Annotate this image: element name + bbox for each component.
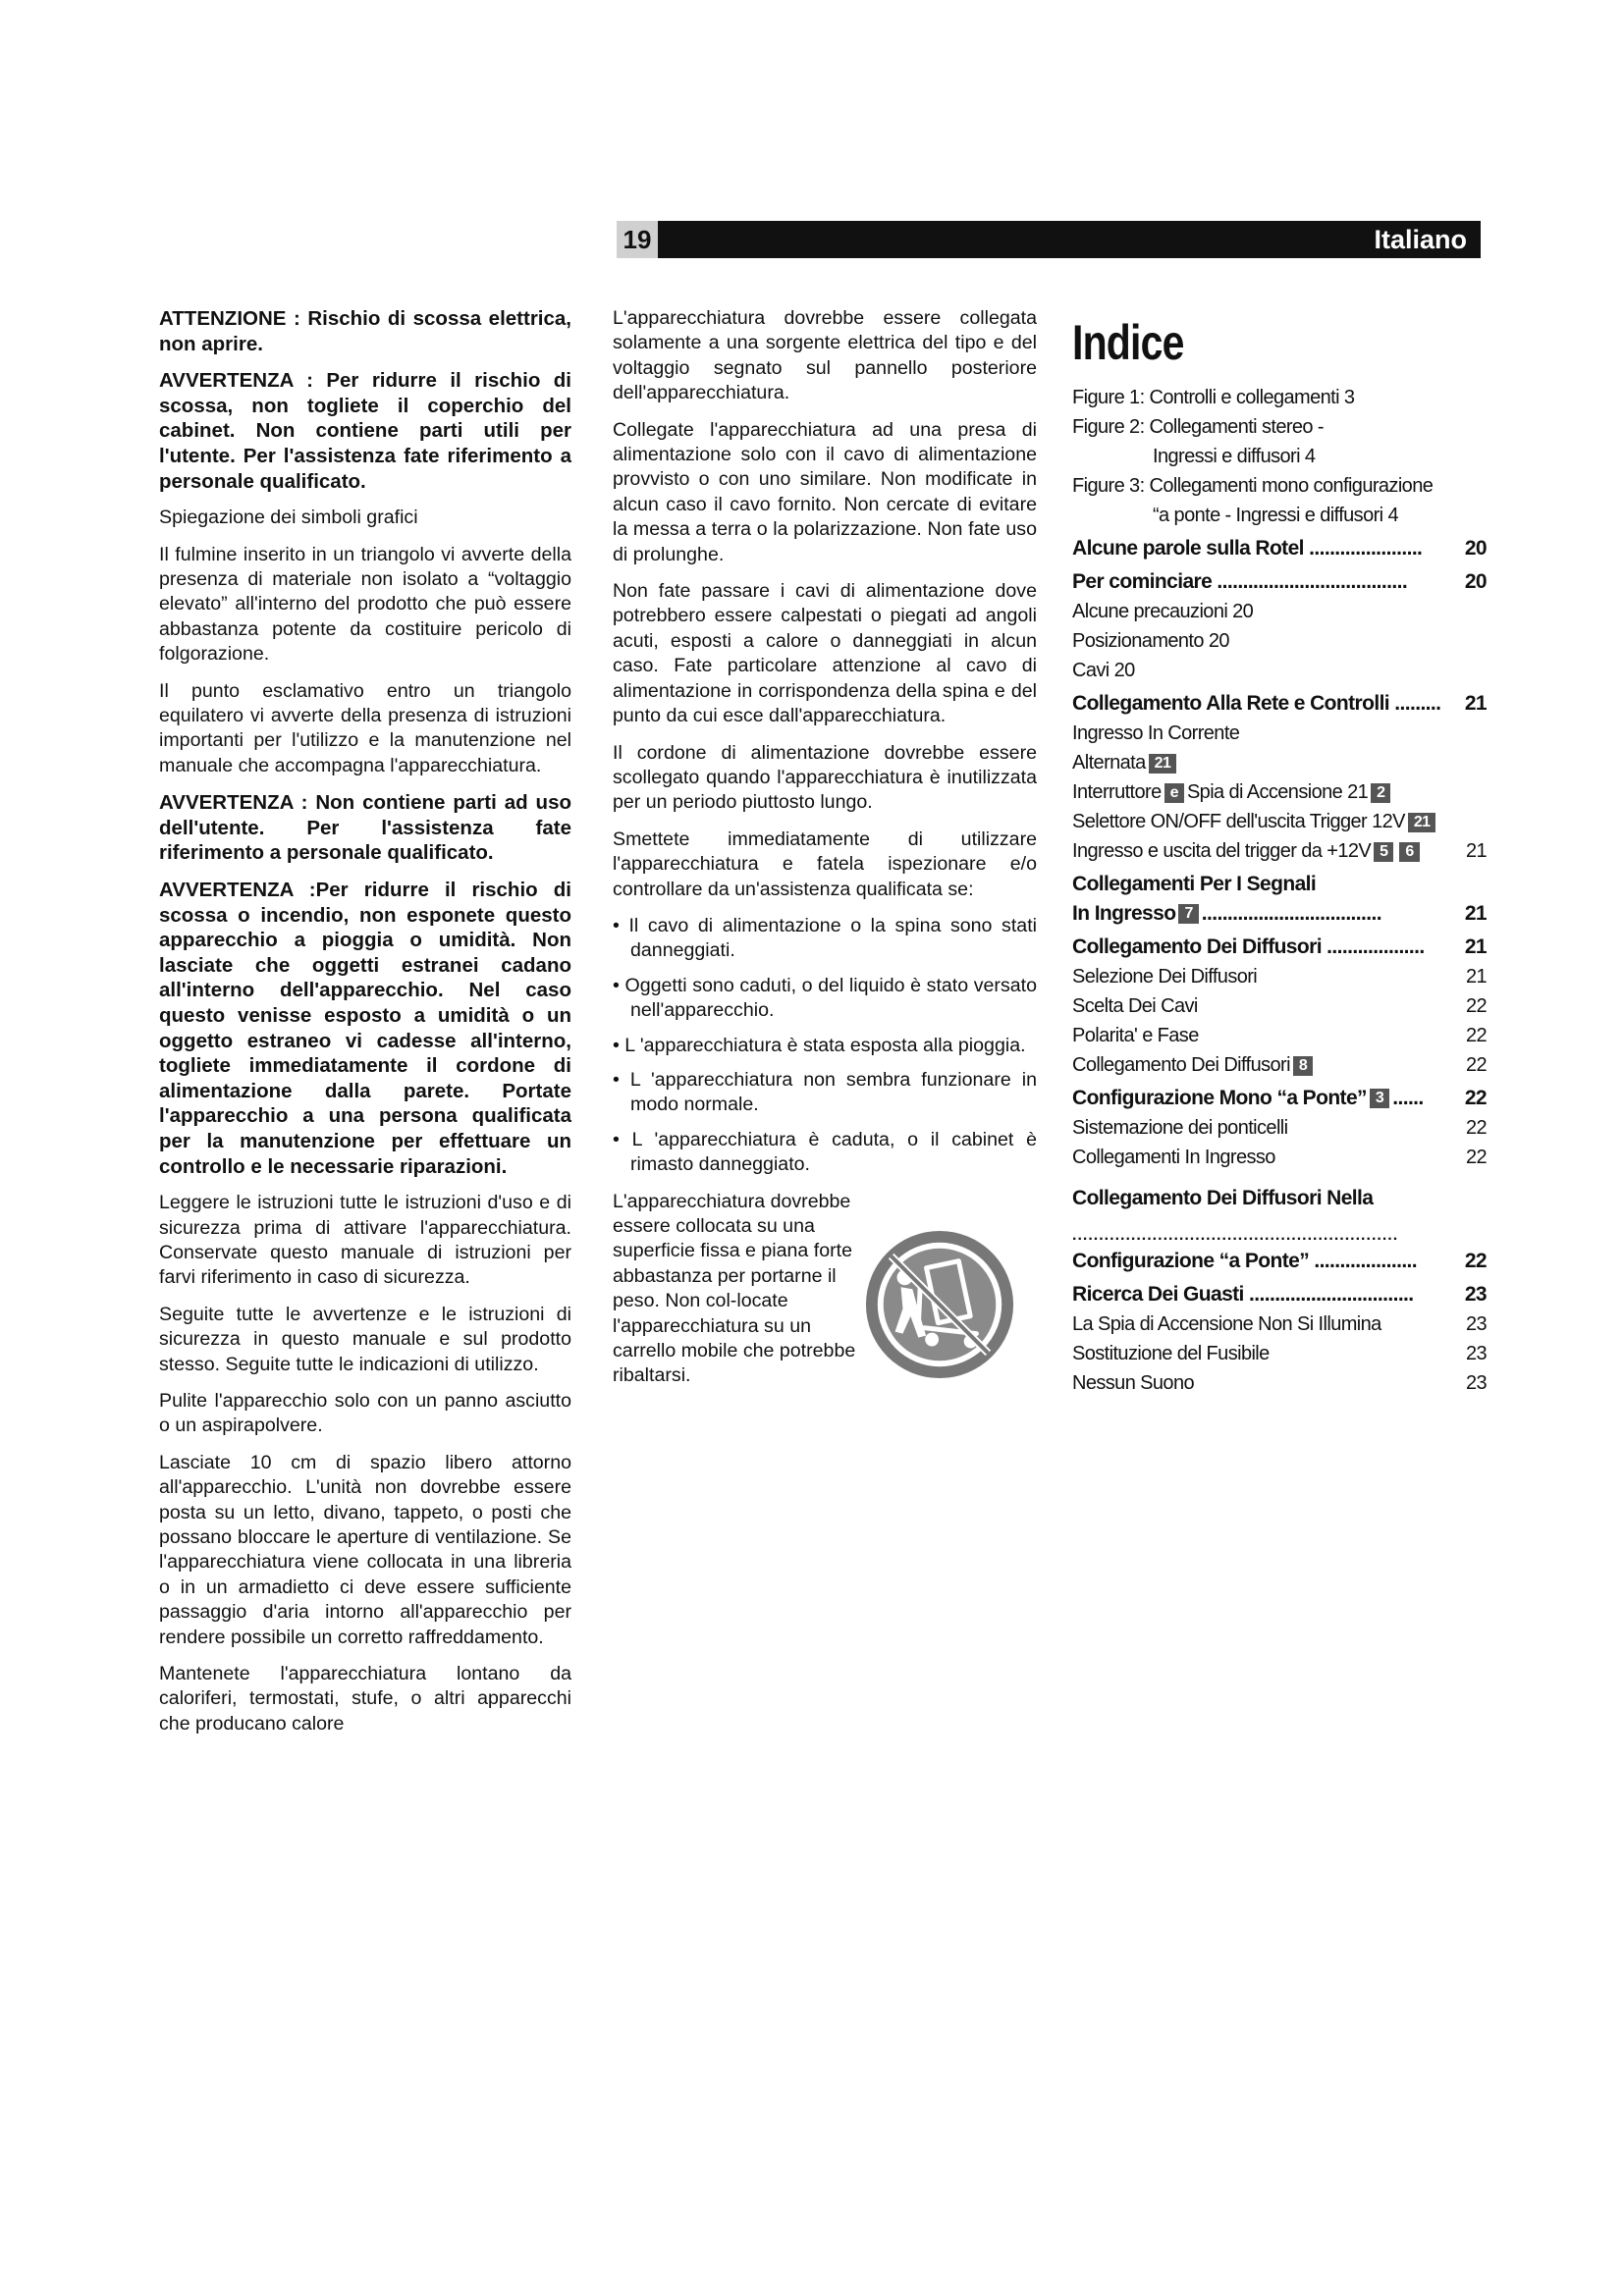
toc-trigger-io[interactable] xyxy=(1072,836,1487,866)
toc-speaker-selection[interactable] xyxy=(1072,962,1487,991)
toc-section-bridge-speakers[interactable]: Collegamento Dei Diffusori Nella xyxy=(1072,1187,1374,1209)
toc-label: Per cominciare ..................................... xyxy=(1072,570,1408,593)
damage-list xyxy=(613,914,1037,1178)
toc-cable-choice[interactable] xyxy=(1072,991,1487,1021)
toc-speaker-connection[interactable] xyxy=(1072,1050,1487,1080)
ventilation-note: Lasciate 10 cm di spazio libero attorno all'apparecchio. L'unità non dovrebbe essere posta su un letto, divano, tappeto, o posti che possano bloccare le aperture di ventilazione. Se l'apparecchiatura viene collocata in una libreria o in un armadietto ci deve essere sufficiente passaggio d'aria intorno all'apparecchio per rendere possibile un corretto raffreddamento. xyxy=(159,1451,571,1648)
toc-label: Collegamento Dei Diffusori xyxy=(1072,1054,1290,1076)
toc-figure-3[interactable]: Figure 3: Collegamenti mono configurazione xyxy=(1072,475,1434,497)
toc-label: Collegamento Dei Diffusori ................... xyxy=(1072,935,1425,958)
toc-section-bridge[interactable] xyxy=(1072,1084,1487,1113)
toc-jumpers[interactable] xyxy=(1072,1113,1487,1143)
cable-routing-note: Non fate passare i cavi di alimentazione dove potrebbero essere calpestati o piegati ad angoli acuti, esposti a calore o danneggiati in alcun caso. Fate particolare attenzione al cavo di alimentazione in corrispondenza della spina e del punto da cui esce dall'apparecchiatura. xyxy=(613,580,1037,727)
toc-page: 21 xyxy=(1464,935,1487,958)
figure-ref-badge: 5 xyxy=(1374,842,1393,862)
figure-ref-badge: 7 xyxy=(1178,904,1198,924)
toc-page: 21 xyxy=(1464,902,1487,925)
toc-section-troubleshooting[interactable] xyxy=(1072,1280,1487,1309)
toc-page: 22 xyxy=(1465,1147,1487,1168)
toc-section-start[interactable] xyxy=(1072,567,1487,597)
warning-cover: AVVERTENZA : Per ridurre il rischio di scossa, non togliete il coperchio del cabinet. Non contiene parti utili per l'utente. Per l'assistenza fate riferimento a personale qualificato. xyxy=(159,369,571,493)
index-column xyxy=(1072,306,1487,1398)
figure-ref-badge: 21 xyxy=(1408,813,1436,832)
toc-cables[interactable]: Cavi 20 xyxy=(1072,660,1135,681)
toc-polarity[interactable] xyxy=(1072,1021,1487,1050)
toc-label: Alternata xyxy=(1072,752,1146,774)
toc-label: In Ingresso xyxy=(1072,902,1176,925)
figure-ref-badge: 3 xyxy=(1370,1089,1389,1108)
power-cord-note: Collegate l'apparecchiatura ad una presa di alimentazione solo con il cavo di alimentazione provvisto o con uno similare. Non modificate in alcun caso il cavo fornito. Non cercate di evitare la messa a terra o la polarizzazione. Non fate uso di prolunghe. xyxy=(613,418,1037,565)
power-source-note: L'apparecchiatura dovrebbe essere collegata solamente a una sorgente elettrica del tipo e del voltaggio segnato sul pannello posteriore dell'apparecchiatura. xyxy=(613,307,1037,404)
toc-label: Collegamenti In Ingresso xyxy=(1072,1147,1275,1168)
page-header xyxy=(617,221,1481,258)
toc-page: 22 xyxy=(1465,995,1487,1017)
safety-column-left xyxy=(159,306,571,1748)
toc-ac-input-cont[interactable] xyxy=(1072,748,1487,777)
unplug-note: Il cordone di alimentazione dovrebbe essere scollegato quando l'apparecchiatura è inutilizzata per un periodo piuttosto lungo. xyxy=(613,741,1037,814)
toc-section-signals[interactable]: Collegamenti Per I Segnali xyxy=(1072,873,1317,895)
toc-power-switch[interactable] xyxy=(1072,777,1487,807)
toc-page: 21 xyxy=(1465,840,1487,862)
toc-page: 23 xyxy=(1464,1283,1487,1306)
toc-label: Spia di Accensione 21 xyxy=(1186,781,1369,803)
toc-positioning[interactable]: Posizionamento 20 xyxy=(1072,630,1229,652)
page-number: 19 xyxy=(617,221,658,258)
exclamation-explanation: Il punto esclamativo entro un triangolo equilatero vi avverte della presenza di istruzioni importanti per l'utilizzo e la manutenzione nel manuale che accompagna l'apparecchiatura. xyxy=(159,679,571,776)
toc-page: 21 xyxy=(1464,692,1487,715)
toc-page: 20 xyxy=(1464,570,1487,593)
placement-block xyxy=(613,1190,1037,1389)
cart-warning-icon xyxy=(862,1227,1017,1382)
toc-page: 22 xyxy=(1464,1087,1487,1109)
toc-figure-2-cont[interactable]: Ingressi e diffusori 4 xyxy=(1153,446,1316,467)
toc-page: 23 xyxy=(1465,1313,1487,1335)
placement-note: L'apparecchiatura dovrebbe essere collocata su una superficie fissa e piana forte abbastanza per portarne il peso. Non col-locate l'apparecchiatura su un carrello mobile che potrebbe ribaltarsi. xyxy=(613,1190,856,1387)
warning-shock: ATTENZIONE : Rischio di scossa elettrica, non aprire. xyxy=(159,307,571,355)
toc-precautions[interactable]: Alcune precauzioni 20 xyxy=(1072,601,1254,622)
toc-page: 23 xyxy=(1465,1372,1487,1394)
list-item: • L 'apparecchiatura non sembra funzionare in modo normale. xyxy=(613,1068,1037,1116)
figure-ref-badge: 8 xyxy=(1293,1056,1313,1076)
follow-warnings: Seguite tutte le avvertenze e le istruzioni di sicurezza in questo manuale e sul prodotto stesso. Seguite tutte le indicazioni di utilizzo. xyxy=(159,1303,571,1375)
list-item: • Il cavo di alimentazione o la spina sono stati danneggiati. xyxy=(613,914,1037,962)
toc-dots-line: ............................................................. xyxy=(1072,1227,1399,1244)
figure-ref-badge: 21 xyxy=(1149,754,1177,774)
toc-label: Configurazione “a Ponte” .................... xyxy=(1072,1250,1418,1272)
symbols-heading: Spiegazione dei simboli grafici xyxy=(159,507,418,529)
toc-input-connections[interactable] xyxy=(1072,1143,1487,1172)
toc-figure-3-cont[interactable]: “a ponte - Ingressi e diffusori 4 xyxy=(1153,505,1398,526)
toc-section-signals-cont[interactable] xyxy=(1072,899,1487,929)
toc-label: Sostituzione del Fusibile xyxy=(1072,1343,1270,1364)
list-item: • Oggetti sono caduti, o del liquido è stato versato nell'apparecchio. xyxy=(613,974,1037,1022)
toc-no-sound[interactable] xyxy=(1072,1368,1487,1398)
warning-fire-moisture: AVVERTENZA :Per ridurre il rischio di scossa o incendio, non esponete questo apparecchio a pioggia o umidità. Non lasciate che oggetti estranei cadano all'interno dell'apparecchio. Nel caso questo venisse esposto a umidità o un oggetto estraneo vi cadesse all'interno, togliete immediatamente il cordone di alimentazione dalla parete. Portate l'apparecchio a una persona qualificata per la manutenzione per effettuare un controllo e le necessarie riparazioni. xyxy=(159,879,571,1178)
toc-page: 21 xyxy=(1465,966,1487,988)
figure-ref-badge: 2 xyxy=(1371,783,1390,803)
safety-column-middle xyxy=(613,306,1037,1389)
toc-dots: ...... xyxy=(1392,1087,1424,1109)
toc-page: 22 xyxy=(1465,1117,1487,1139)
toc-label: Selettore ON/OFF dell'uscita Trigger 12V xyxy=(1072,811,1405,832)
toc-section-rotel[interactable] xyxy=(1072,534,1487,563)
language-label: Italiano xyxy=(1374,225,1467,254)
stop-using-note: Smettete immediatamente di utilizzare l'apparecchiatura e fatela ispezionare e/o controllare da un'assistenza qualificata se: xyxy=(613,828,1037,900)
cleaning-note: Pulite l'apparecchio solo con un panno asciutto o un aspirapolvere. xyxy=(159,1389,571,1437)
toc-label: Ingresso e uscita del trigger da +12V xyxy=(1072,840,1372,862)
toc-label: Alcune parole sulla Rotel ...................... xyxy=(1072,537,1423,560)
lightning-explanation: Il fulmine inserito in un triangolo vi avverte della presenza di materiale non isolato a “voltaggio elevato” all'interno del prodotto che può essere abbastanza potente da costituire pericolo di folgorazione. xyxy=(159,543,571,666)
list-item: • L 'apparecchiatura è caduta, o il cabinet è rimasto danneggiato. xyxy=(613,1128,1037,1176)
list-item: • L 'apparecchiatura è stata esposta alla pioggia. xyxy=(613,1034,1026,1056)
toc-label: Scelta Dei Cavi xyxy=(1072,995,1198,1017)
index-title: Indice xyxy=(1072,315,1184,370)
toc-dots: ................................... xyxy=(1201,902,1381,925)
toc-fuse[interactable] xyxy=(1072,1339,1487,1368)
toc-trigger-selector[interactable] xyxy=(1072,807,1487,836)
toc-label: Sistemazione dei ponticelli xyxy=(1072,1117,1288,1139)
toc-figure-2[interactable]: Figure 2: Collegamenti stereo - xyxy=(1072,416,1324,438)
figure-ref-badge: 6 xyxy=(1399,842,1419,862)
toc-label: Ricerca Dei Guasti ................................ xyxy=(1072,1283,1414,1306)
toc-page: 20 xyxy=(1464,537,1487,560)
toc-ac-input[interactable]: Ingresso In Corrente xyxy=(1072,722,1240,744)
toc-label: Interruttore xyxy=(1072,781,1162,803)
figure-ref-badge: e xyxy=(1164,783,1184,803)
read-instructions: Leggere le istruzioni tutte le istruzioni d'uso e di sicurezza prima di attivare l'apparecchiatura. Conservate questo manuale di istruzioni per farvi riferimento in caso di sicurezza. xyxy=(159,1192,571,1289)
toc-power-light[interactable] xyxy=(1072,1309,1487,1339)
toc-section-speakers[interactable] xyxy=(1072,933,1487,962)
toc-label: Polarita' e Fase xyxy=(1072,1025,1199,1046)
toc-page: 22 xyxy=(1465,1054,1487,1076)
toc-gap xyxy=(1072,1213,1487,1225)
toc-page: 22 xyxy=(1465,1025,1487,1046)
toc-label: Collegamento Alla Rete e Controlli ......... xyxy=(1072,692,1441,715)
toc-label: La Spia di Accensione Non Si Illumina xyxy=(1072,1313,1381,1335)
toc-section-mains[interactable] xyxy=(1072,689,1487,719)
toc-page: 22 xyxy=(1464,1250,1487,1272)
warning-no-user-parts: AVVERTENZA : Non contiene parti ad uso dell'utente. Per l'assistenza fate riferimento a personale qualificato. xyxy=(159,791,571,865)
toc-label: Selezione Dei Diffusori xyxy=(1072,966,1258,988)
toc-section-bridge-config[interactable] xyxy=(1072,1247,1487,1276)
heat-note: Mantenete l'apparecchiatura lontano da caloriferi, termostati, stufe, o altri apparecchi che producano calore xyxy=(159,1663,571,1735)
table-of-contents xyxy=(1072,383,1487,1398)
toc-figure-1[interactable]: Figure 1: Controlli e collegamenti 3 xyxy=(1072,387,1355,408)
toc-page: 23 xyxy=(1465,1343,1487,1364)
toc-label: Nessun Suono xyxy=(1072,1372,1195,1394)
toc-label: Configurazione Mono “a Ponte” xyxy=(1072,1087,1367,1109)
